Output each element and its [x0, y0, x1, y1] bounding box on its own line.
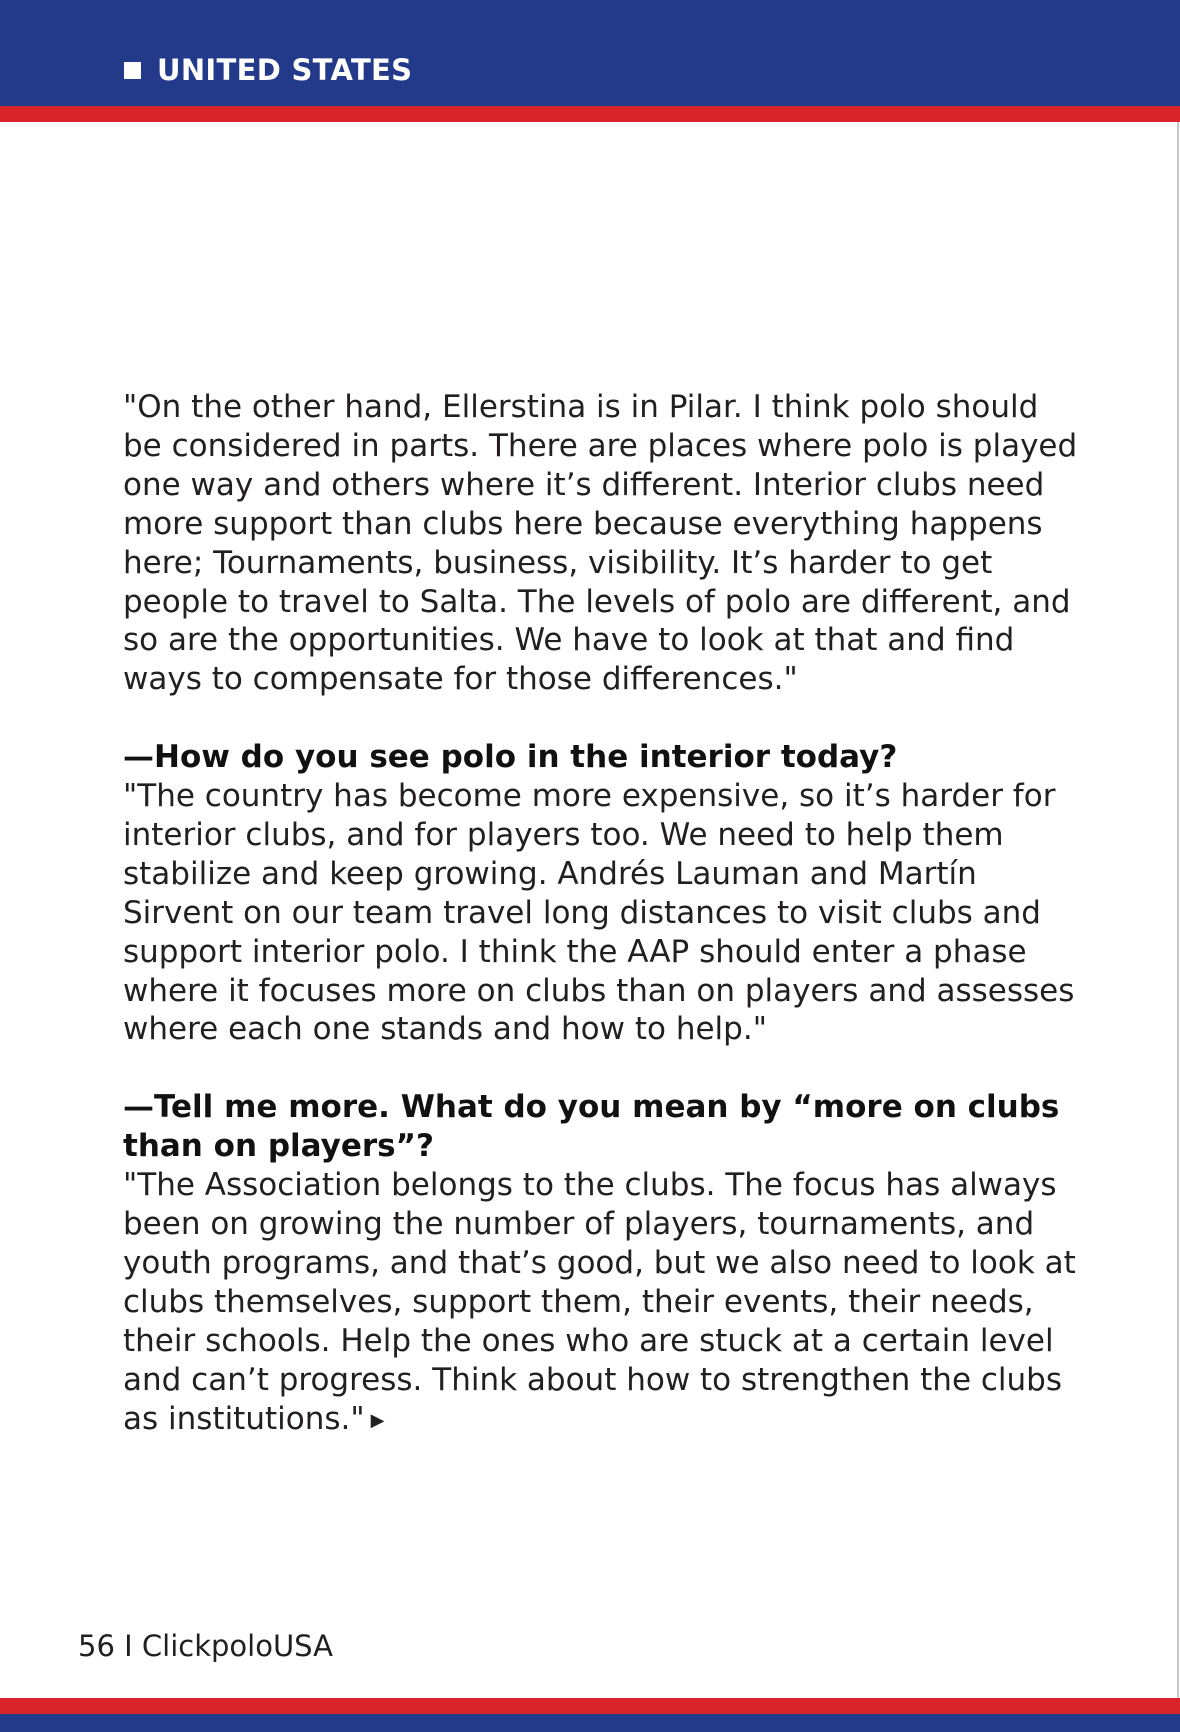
section-label-text: UNITED STATES [157, 53, 413, 87]
qa-interior [123, 738, 1083, 1049]
header-band [0, 0, 1180, 106]
footer-page-label: 56 I ClickpoloUSA [78, 1629, 333, 1663]
qa-clubs [123, 1088, 1083, 1440]
question-interior: —How do you see polo in the interior today? [123, 739, 898, 776]
question-clubs: —Tell me more. What do you mean by “more on clubs than on players”? [123, 1089, 1060, 1165]
answer-interior: "The country has become more expensive, so it’s harder for interior clubs, and for players too. We need to help them stabilize and keep growing. Andrés Lauman and Martín Sirvent on our team travel long distances to visit clubs and support interior polo. I think the AAP should enter a phase where it focuses more on clubs than on players and assesses where each one stands and how to help." [123, 778, 1075, 1048]
answer-clubs: "The Association belongs to the clubs. The focus has always been on growing the number of players, tournaments, and youth programs, and that’s good, but we also need to look at clubs themselves, support them, their events, their needs, their schools. Help the ones who are stuck at a certain level and can’t progress. Think about how to strengthen the clubs as institutions." [123, 1167, 1076, 1437]
paragraph-ellerstina: "On the other hand, Ellerstina is in Pilar. I think polo should be considered in parts. There are places where polo is played one way and others where it’s different. Interior clubs need more support than clubs here because everything happens here; Tournaments, business, visibility. It’s harder to get people to travel to Salta. The levels of polo are different, and so are the opportunities. We have to look at that and find ways to compensate for those differences." [123, 389, 1078, 698]
header-red-stripe [0, 106, 1180, 122]
footer-red-stripe [0, 1698, 1180, 1714]
article-body [123, 388, 1083, 1440]
section-label [124, 52, 412, 88]
footer-band [0, 1714, 1180, 1732]
section-square-icon [124, 62, 141, 79]
play-triangle-icon: ▶ [370, 1409, 385, 1431]
page-edge-rule [1177, 122, 1179, 1698]
